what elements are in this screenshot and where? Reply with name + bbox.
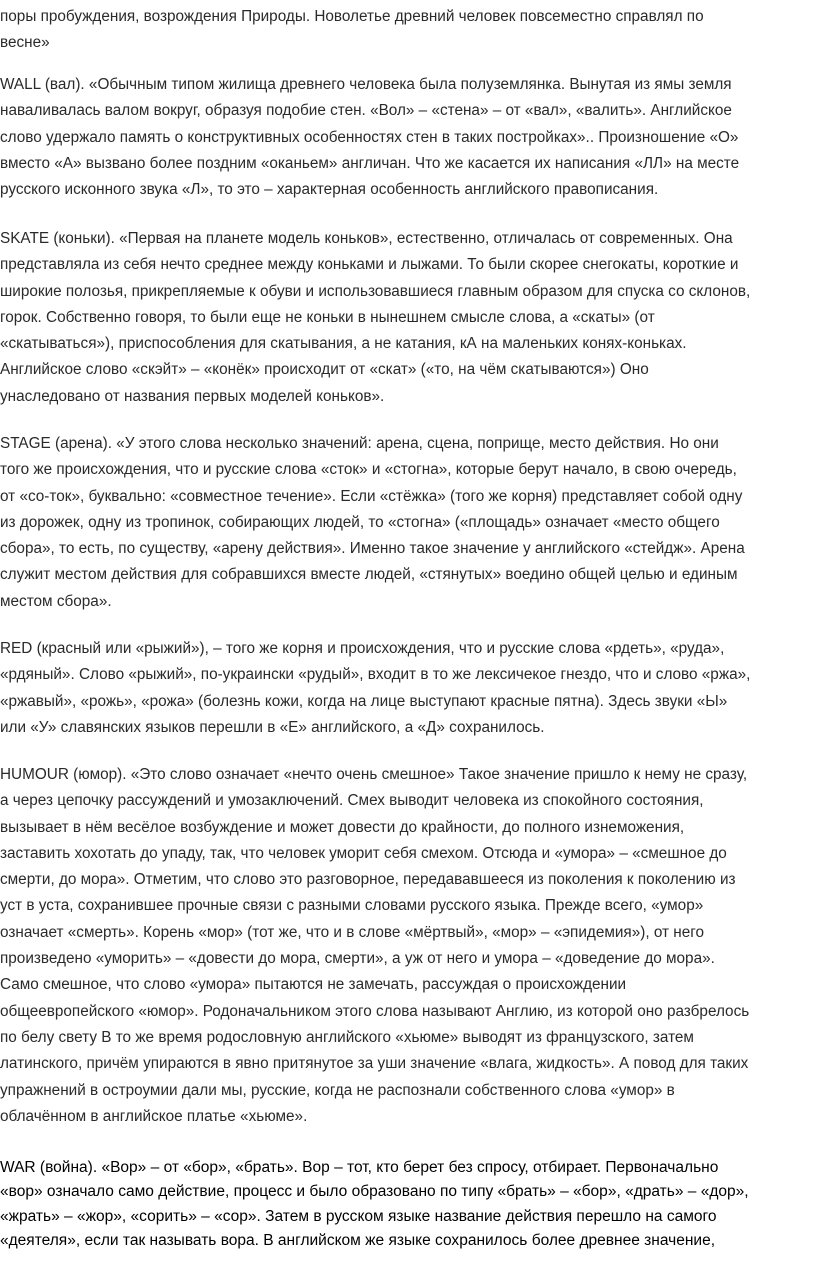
text-line: «ржавый», «рожь», «рожа» (болезнь кожи, когда на лице выступают красные пятна). Здесь звуки «Ы» (0, 692, 728, 710)
text-line: того же происхождения, что и русские слова «сток» и «стогна», которые берут начало, в свою очередь, (0, 461, 737, 479)
text-line: русского исконного звука «Л», то это – характерная особенность английского правописания. (0, 181, 659, 199)
text-line: облачённом в английское платье «хьюме». (0, 1107, 308, 1125)
paragraph-stage (0, 431, 816, 615)
text-line: произведено «уморить» – «довести до мора, смерти», а уж от него и умора – «доведение до мора». (0, 950, 715, 968)
text-line: унаследовано от названия первых моделей коньков». (0, 387, 385, 405)
text-line: Английское слово «скэйт» – «конёк» происходит от «скат» («то, на чём скатываются») Оно (0, 361, 649, 379)
paragraph-skate (0, 226, 816, 410)
text-line: «вор» означало само действие, процесс и было образовано по типу «брать» – «бор», «драть» – «дор», (0, 1183, 749, 1201)
text-line: из дорожек, одну из тропинок, собирающих людей, то «стогна» («площадь» означает «место общего (0, 513, 720, 531)
text-line: «жрать» – «жор», «сорить» – «сор». Затем в русском языке название действия перешло на самого (0, 1207, 717, 1225)
text-line: STAGE (арена). «У этого слова несколько значений: арена, сцена, поприще, место действия. Но они (0, 435, 719, 452)
text-line: уст в уста, сохранившее прочные связи с разными словами русского языка. Прежде всего, «умор» (0, 897, 704, 915)
text-line: от «со-ток», буквально: «совместное течение». Если «стёжка» (того же корня) представляет собой одну (0, 487, 743, 505)
text-line: вместо «А» вызвано более поздним «оканьем» англичан. Что же касается их написания «ЛЛ» на месте (0, 154, 740, 172)
text-line: WALL (вал). «Обычным типом жилища древнего человека была полуземлянка. Вынутая из ямы земля (0, 76, 732, 93)
text-line: вызывает в нём весёлое возбуждение и может довести до крайности, до полного изнеможения, (0, 818, 685, 836)
text-line: Само смешное, что слово «умора» пытаются не замечать, рассуждая о происхождении (0, 976, 627, 994)
paragraph-war (0, 1156, 816, 1253)
text-line: упражнений в остроумии дали мы, русские, когда не распознали собственного слова «умор» в (0, 1081, 675, 1099)
text-line: наваливалась валом вокруг, образуя подобие стен. «Вол» – «стена» – от «вал», «валить». Английское (0, 102, 732, 120)
paragraph-intro-continuation (0, 4, 816, 57)
text-line: служит местом действия для собравшихся вместе людей, «стянутых» воедино общей целью и единым (0, 566, 738, 584)
text-line: RED (красный или «рыжий»), – того же корня и происхождения, что и русские слова «рдеть», «руда», (0, 640, 725, 657)
paragraph-wall (0, 72, 816, 203)
text-line: сбора», то есть, по существу, «арену действия». Именно такое значение у английского «стейдж». Арена (0, 540, 745, 558)
paragraph-humour (0, 762, 816, 1130)
text-line: латинского, причём упираются в явно притянутое за уши значение «влага, жидкость». А повод для таких (0, 1055, 749, 1073)
text-line: широкие полозья, прикрепляемые к обуви и использовавшиеся главным образом для спуска со склонов, (0, 282, 751, 300)
text-line: поры пробуждения, возрождения Природы. Новолетье древний человек повсеместно справлял по (0, 8, 704, 25)
text-line: общеевропейского «юмор». Родоначальником этого слова называют Англию, из которой оно разбрелось (0, 1002, 750, 1020)
text-line: смерти, до мора». Отметим, что слово это разговорное, передававшееся из поколения к поколению из (0, 871, 736, 889)
text-line: слово удержало память о конструктивных особенностях стен в таких постройках».. Произношение «О» (0, 128, 739, 146)
text-line: «деятеля», если так называть вора. В английском же языке сохранилось более древнее значение, (0, 1231, 716, 1249)
text-line: весне» (0, 34, 50, 52)
text-line: WAR (война). «Вор» – от «бор», «брать». Вор – тот, кто берет без спросу, отбирает. Первоначально (0, 1159, 719, 1176)
text-line: по белу свету В то же время родословную английского «хьюме» выводят из французского, затем (0, 1028, 694, 1046)
text-line: представляла из себя нечто среднее между коньками и лыжами. То были скорее снегокаты, короткие и (0, 256, 739, 274)
text-line: горок. Собственно говоря, то были еще не коньки в нынешнем смысле слова, а «скаты» (от (0, 308, 655, 326)
text-line: означает «смерть». Корень «мор» (тот же, что и в слове «мёртвый», «мор» – «эпидемия»), от него (0, 923, 705, 941)
text-line: «скатываться»), приспособления для скатывания, а не катания, кА на маленьких конях-коньках. (0, 335, 687, 353)
text-line: или «У» славянских языков перешли в «Е» английского, а «Д» сохранилось. (0, 718, 545, 736)
text-line: «рдяный». Слово «рыжий», по-украински «рудый», входит в то же лексичекое гнездо, что и слово «ржа», (0, 666, 751, 684)
text-line: SKATE (коньки). «Первая на планете модель коньков», естественно, отличалась от современных. Она (0, 230, 733, 247)
paragraph-red (0, 636, 816, 741)
text-line: местом сбора». (0, 592, 112, 610)
text-line: а через цепочку рассуждений и умозаключений. Смех выводит человека из спокойного состояния, (0, 792, 704, 810)
text-line: HUMOUR (юмор). «Это слово означает «нечто очень смешное» Такое значение пришло к нему не сразу, (0, 766, 748, 783)
text-line: заставить хохотать до упаду, так, что человек уморит себя смехом. Отсюда и «умора» – «смешное до (0, 844, 727, 862)
